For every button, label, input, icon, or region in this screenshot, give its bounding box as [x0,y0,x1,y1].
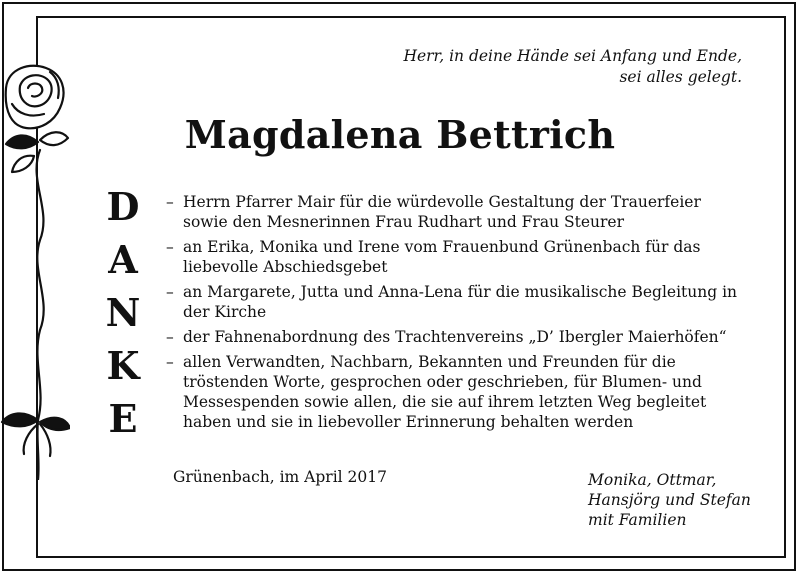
danke-vertical [95,184,151,449]
place-date: Grünenbach, im April 2017 [173,468,387,486]
thanks-text: an Erika, Monika und Irene vom Frauenbund Grünenbach für das liebevolle Abschiedsgebet [183,238,701,276]
danke-letter: D [106,184,140,229]
thanks-text: allen Verwandten, Nachbarn, Bekannten und Freunden für die tröstenden Worte, gesprochen oder geschrieben, für Blumen- und Messespenden sowie allen, die sie auf ihrem letzten Weg begleitet haben und sie in liebevoller Erinnerung behalten werden [183,353,707,431]
danke-letter: K [106,343,140,388]
dash: – [166,283,174,301]
thanks-item [166,352,744,432]
dash: – [166,193,174,211]
dash: – [166,328,174,346]
motto-line-2: sei alles gelegt. [619,68,742,86]
thanks-text: Herrn Pfarrer Mair für die würdevolle Gestaltung der Trauerfeier sowie den Mesnerinnen Frau Rudhart und Frau Steurer [183,193,701,231]
thanks-item [166,327,744,347]
motto [403,46,742,88]
thanks-list [166,192,744,437]
dash: – [166,238,174,256]
danke-letter: A [108,237,138,282]
thanks-item [166,192,744,232]
dash: – [166,353,174,371]
signature-line-1: Monika, Ottmar, [588,471,717,489]
thanks-item [166,237,744,277]
signature [588,470,751,530]
thanks-item [166,282,744,322]
signature-line-3: mit Familien [588,511,687,529]
thanks-text: der Fahnenabordnung des Trachtenvereins „D’ Ibergler Maierhöfen“ [183,328,727,346]
danke-letter: E [108,396,138,441]
danke-letter: N [105,290,141,335]
motto-line-1: Herr, in deine Hände sei Anfang und Ende, [403,47,742,65]
deceased-name: Magdalena Bettrich [184,112,616,157]
thanks-text: an Margarete, Jutta und Anna-Lena für die musikalische Begleitung in der Kirche [183,283,738,321]
signature-line-2: Hansjörg und Stefan [588,491,751,509]
